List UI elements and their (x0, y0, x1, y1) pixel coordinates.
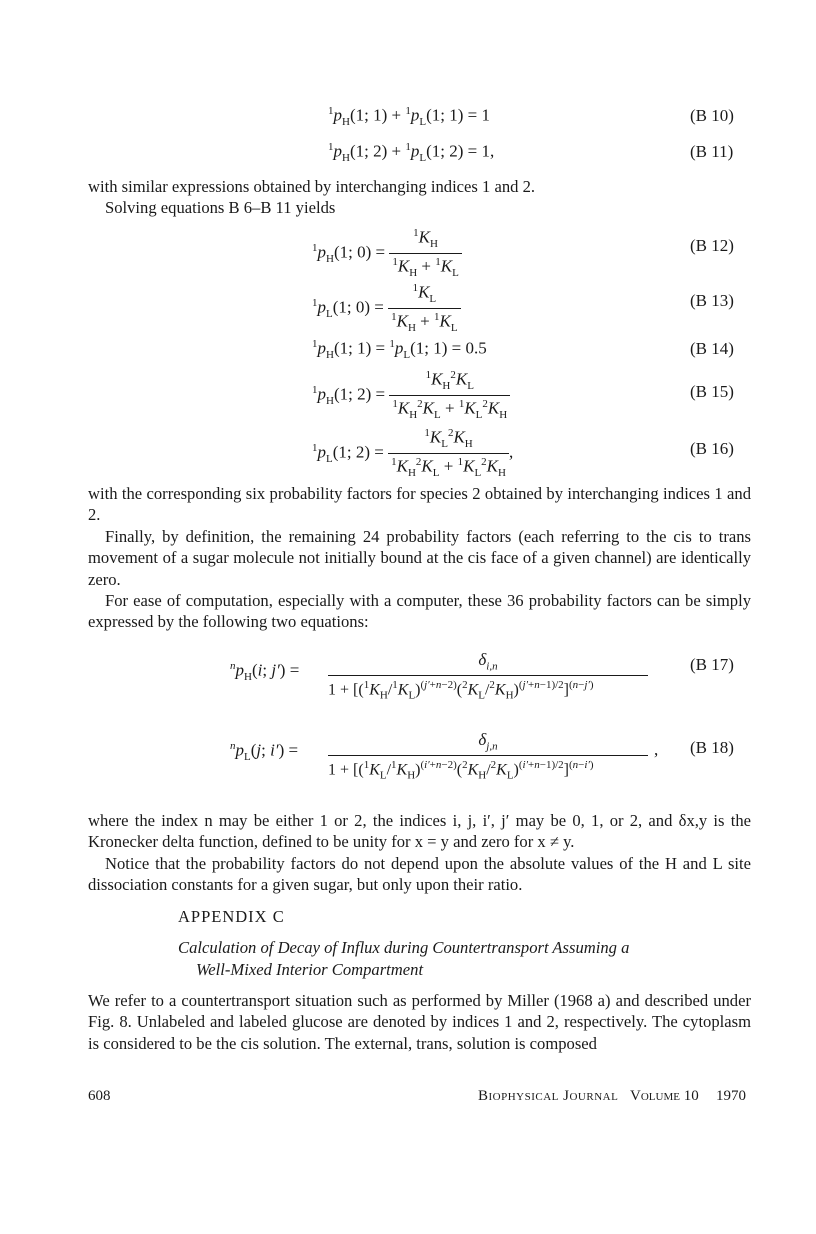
equation-label-b13: (B 13) (690, 291, 734, 310)
appendix-title-line-1: Calculation of Decay of Influx during Countertransport Assuming a (178, 938, 630, 957)
equation-label-b18: (B 18) (690, 738, 734, 757)
journal-name: Biophysical Journal (478, 1088, 619, 1104)
equation-b13: $^1p_L(1$; 0) = $\frac{^1K_L}{^1K_H + ^1K_L}$ (312, 283, 461, 334)
equation-b11: $^1p_H(1$; $2) + ^1p_L(1$; 2) = 1, (328, 141, 495, 165)
equation-label-b11: (B 11) (690, 142, 734, 161)
equation-label-b17: (B 17) (690, 655, 734, 674)
appendix-title-line-2: Well-Mixed Interior Compartment (196, 960, 424, 979)
journal-page: $^1p_H(1$; $1) + ^1p_L(1$; 1) = 1 (B 10) $^1p_H(1$; $2) + ^1p_L(1$; 2) = 1, (B 11) with similar expressions obtained by interchanging indices 1 and 2. Solving equations B 6–B 11 yields $^1p_H(1$; 0) = $\frac{^1K_H}{^1K_H + ^1K_L}$ (B 12) $^1p_L(1$; 0) = $\frac{^1K_L}{^1K_H + ^1K_L}$ (B 13) $^1p_H(1$; $1) = ^1p_L(1$; 1) = 0.5 (B 14) $^1p_H(1$; 2) = $\frac{^1K_H^2K_L}{^1K_H^2K_L + ^1K_L^2K_H}$ (B 15) $^1p_L(1$; 2) = $\frac{^1K_L^2K_H}{^1K_H^2K_L + ^1K_L^2K_H}$ , (B 16) with the corresponding six probability factors for species 2 obtained by interchanging indices 1 and 2. Finally, by definition, the remaining 24 probability factors (each referring to the cis to trans movement of a sugar molecule not initially bound at the cis face of a given channel) are identically zero. For ease of computation, especially with a computer, these 36 probability factors can be simply expressed by the following two equations: $^np_H(i$; j′) = $\delta_{i,n}$ $1 + [(^1K_H/^1K_L)^{(j'+n-2)}(^2K_L/^2K_H)^{(j'+n-1)/2}]^{(n-j')}$ (B 17) $^np_L(j$; i′) = $\delta_{j,n}$ $1 + [(^1K_L/^1K_H)^{(i'+n-2)}(^2K_H/^2K_L)^{(i'+n-1)/2}]^{(n-i')}$ , (B 18) where the index n may be either 1 or 2, the indices i, j, i′, j′ may be 0, 1, or 2, and δx,y is the Kronecker delta function, defined to be unity for x = y and zero for x ≠ y. Notice that the probability factors do not depend upon the absolute values of the H and L site dissociation constants for a given sugar, but only upon their ratio. APPENDIX C Calculation of Decay of Influx during Countertransport Assuming a Well-Mixed Interior Compartment We refer to a countertransport situation such as performed by Miller (1968 a) and described under Fig. 8. Unlabeled and labeled glucose are denoted by indices 1 and 2, respectively. The cytoplasm is considered to be the cis solution. The external, trans, solution is composed 608 Biophysical Journal Volume 10 1970 (88, 105, 751, 1104)
equation-b12: $^1p_H(1$; 0) = $\frac{^1K_H}{^1K_H + ^1K_L}$ (312, 228, 462, 279)
equation-label-b15: (B 15) (690, 382, 734, 401)
paragraph-interchange: with similar expressions obtained by interchanging indices 1 and 2. (88, 177, 536, 196)
appendix-heading: APPENDIX C (178, 907, 285, 926)
paragraph-where: where the index n may be either 1 or 2, the indices i, j, i′, j′ may be 0, 1, or 2, and δx,y is the Kronecker delta function, defined to be unity for x = y and zero for x ≠ y. (88, 811, 751, 852)
journal-volume: Volume 10 (630, 1088, 699, 1104)
journal-year: 1970 (716, 1088, 746, 1104)
equation-label-b12: (B 12) (690, 236, 734, 255)
equation-label-b10: (B 10) (690, 106, 734, 125)
equation-label-b14: (B 14) (690, 339, 734, 358)
paragraph-solving: Solving equations B 6–B 11 yields (105, 198, 336, 217)
equation-b16: $^1p_L(1$; 2) = $\frac{^1K_L^2K_H}{^1K_H^2K_L + ^1K_L^2K_H}$ , (312, 427, 514, 480)
paragraph-finally: Finally, by definition, the remaining 24 probability factors (each referring to the cis to trans movement of a sugar molecule not initially bound at the cis face of a given channel) are identically zero. (88, 527, 751, 589)
paragraph-notice: Notice that the probability factors do not depend upon the absolute values of the H and L site dissociation constants for a given sugar, but only upon their ratio. (88, 854, 751, 895)
equation-b15: $^1p_H(1$; 2) = $\frac{^1K_H^2K_L}{^1K_H^2K_L + ^1K_L^2K_H}$ (312, 370, 510, 421)
page-number: 608 (88, 1088, 111, 1104)
paragraph-ease: For ease of computation, especially with a computer, these 36 probability factors can be simply expressed by the following two equations: (88, 591, 751, 632)
paragraph-six-factors: with the corresponding six probability factors for species 2 obtained by interchanging indices 1 and 2. (88, 484, 751, 525)
equation-b14: $^1p_H(1$; $1) = ^1p_L(1$; 1) = 0.5 (312, 338, 487, 362)
equation-b10: $^1p_H(1$; $1) + ^1p_L(1$; 1) = 1 (328, 105, 490, 129)
equation-label-b16: (B 16) (690, 439, 734, 458)
paragraph-refer: We refer to a countertransport situation such as performed by Miller (1968 a) and described under Fig. 8. Unlabeled and labeled glucose are denoted by indices 1 and 2, respectively. The cytoplasm is considered to be the cis solution. The external, trans, solution is composed (88, 991, 751, 1053)
